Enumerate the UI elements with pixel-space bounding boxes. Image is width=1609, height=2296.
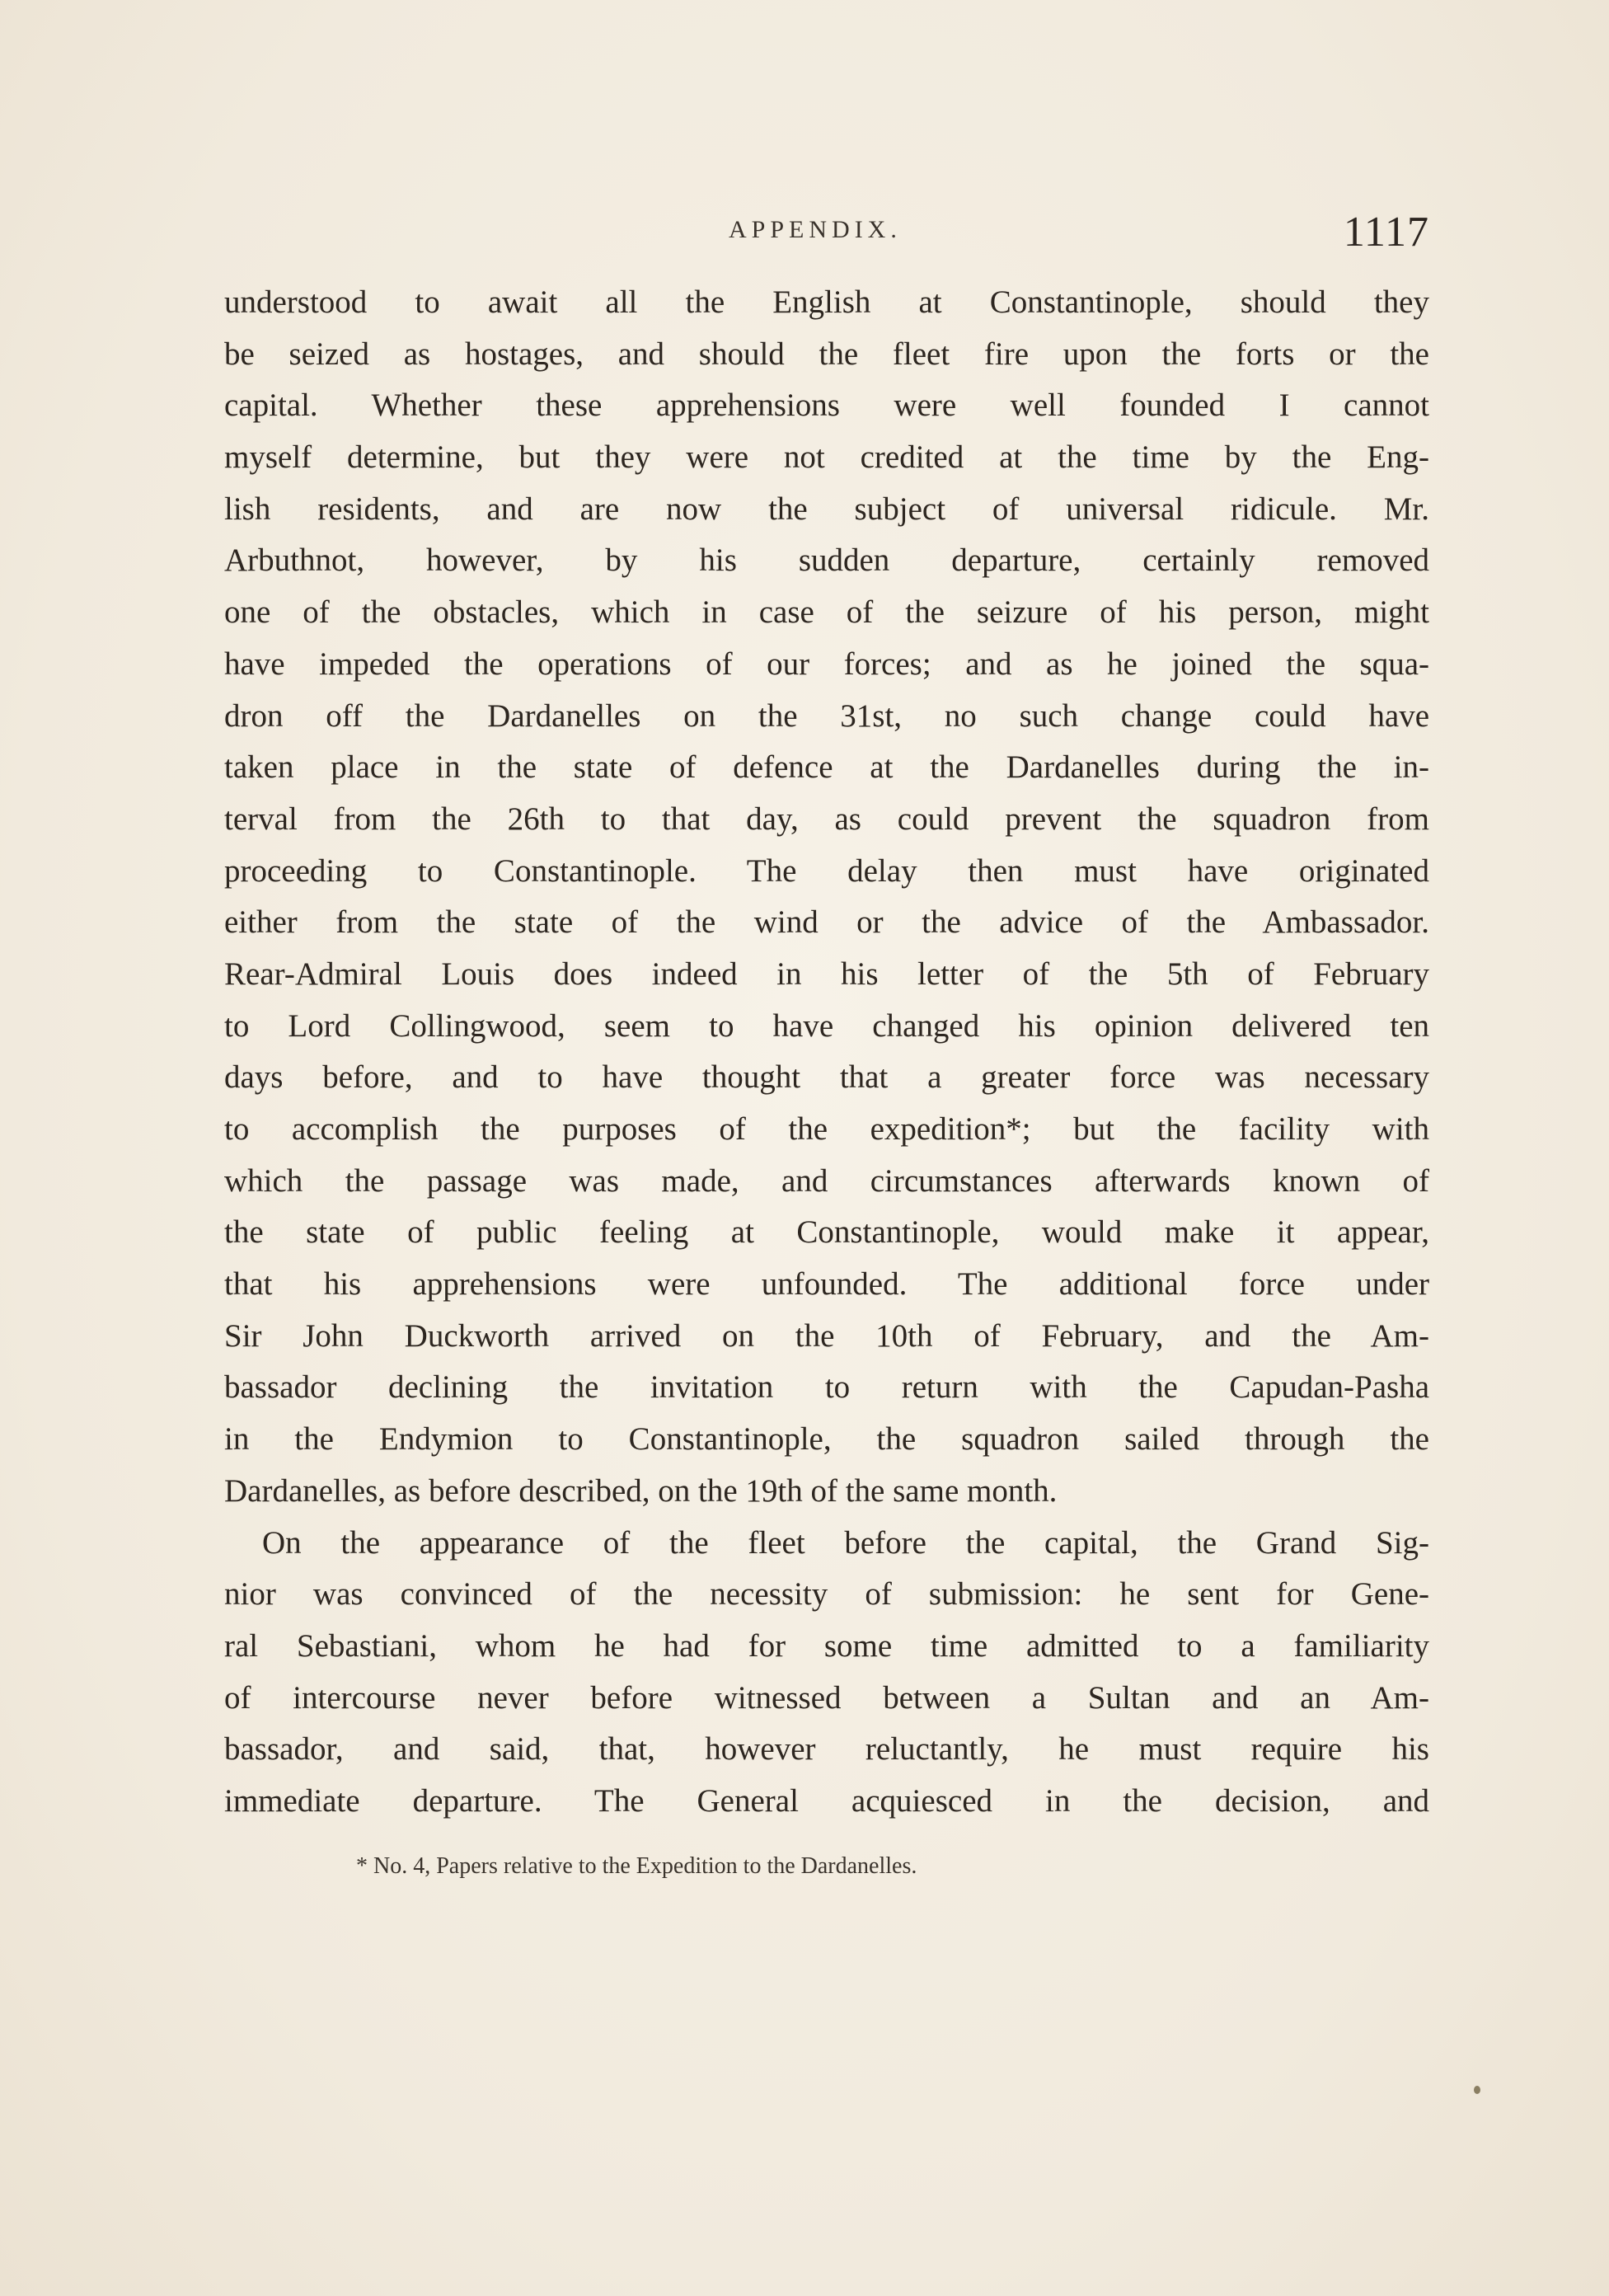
text-line: bassador, and said, that, however reluctantly, he must require his	[224, 1731, 1429, 1768]
text-line: to Lord Collingwood, seem to have changed his opinion delivered ten	[224, 1007, 1429, 1044]
text-line: Arbuthnot, however, by his sudden departure, certainly removed	[224, 542, 1429, 579]
paragraph-end-line: Dardanelles, as before described, on the 19th of the same month.	[224, 1472, 1058, 1509]
text-line: one of the obstacles, which in case of the seizure of his person, might	[224, 594, 1429, 631]
body-text	[224, 277, 1429, 1828]
text-line: capital. Whether these apprehensions were well founded I cannot	[224, 387, 1429, 424]
text-line: of intercourse never before witnessed between a Sultan and an Am-	[224, 1679, 1429, 1716]
text-line: immediate departure. The General acquiesced in the decision, and	[224, 1782, 1429, 1819]
text-line: Sir John Duckworth arrived on the 10th of February, and the Am-	[224, 1317, 1429, 1354]
text-line: nior was convinced of the necessity of submission: he sent for Gene-	[224, 1576, 1429, 1613]
text-line: dron off the Dardanelles on the 31st, no such change could have	[224, 697, 1429, 734]
text-line: terval from the 26th to that day, as could prevent the squadron from	[224, 801, 1429, 837]
text-line: ral Sebastiani, whom he had for some time admitted to a familiarity	[224, 1627, 1429, 1664]
text-line: myself determine, but they were not credited at the time by the Eng-	[224, 439, 1429, 476]
text-line: have impeded the operations of our forces; and as he joined the squa-	[224, 646, 1429, 682]
ink-speck	[1474, 2086, 1480, 2094]
text-line: the state of public feeling at Constantinople, would make it appear,	[224, 1214, 1429, 1251]
text-line: proceeding to Constantinople. The delay then must have originated	[224, 852, 1429, 889]
text-line: in the Endymion to Constantinople, the squadron sailed through the	[224, 1421, 1429, 1458]
text-line: days before, and to have thought that a greater force was necessary	[224, 1059, 1429, 1096]
text-line: bassador declining the invitation to return with the Capudan-Pasha	[224, 1369, 1429, 1406]
text-line: lish residents, and are now the subject of universal ridicule. Mr.	[224, 491, 1429, 527]
text-line: that his apprehensions were unfounded. The additional force under	[224, 1266, 1429, 1303]
text-line: either from the state of the wind or the advice of the Ambassador.	[224, 904, 1429, 941]
page-number: 1117	[1343, 209, 1429, 256]
text-line: Rear-Admiral Louis does indeed in his letter of the 5th of February	[224, 955, 1429, 992]
running-header	[224, 208, 1429, 265]
text-line: which the passage was made, and circumstances afterwards known of	[224, 1162, 1429, 1199]
text-line: taken place in the state of defence at the Dardanelles during the in-	[224, 749, 1429, 786]
paragraph-start-line: On the appearance of the fleet before the capital, the Grand Sig-	[262, 1524, 1429, 1561]
text-line: to accomplish the purposes of the expedition*; but the facility with	[224, 1111, 1429, 1147]
text-line: be seized as hostages, and should the fleet fire upon the forts or the	[224, 336, 1429, 372]
header-title: APPENDIX.	[729, 216, 902, 243]
footnote: * No. 4, Papers relative to the Expedition to the Dardanelles.	[356, 1853, 917, 1879]
text-line: understood to await all the English at Constantinople, should they	[224, 284, 1429, 320]
